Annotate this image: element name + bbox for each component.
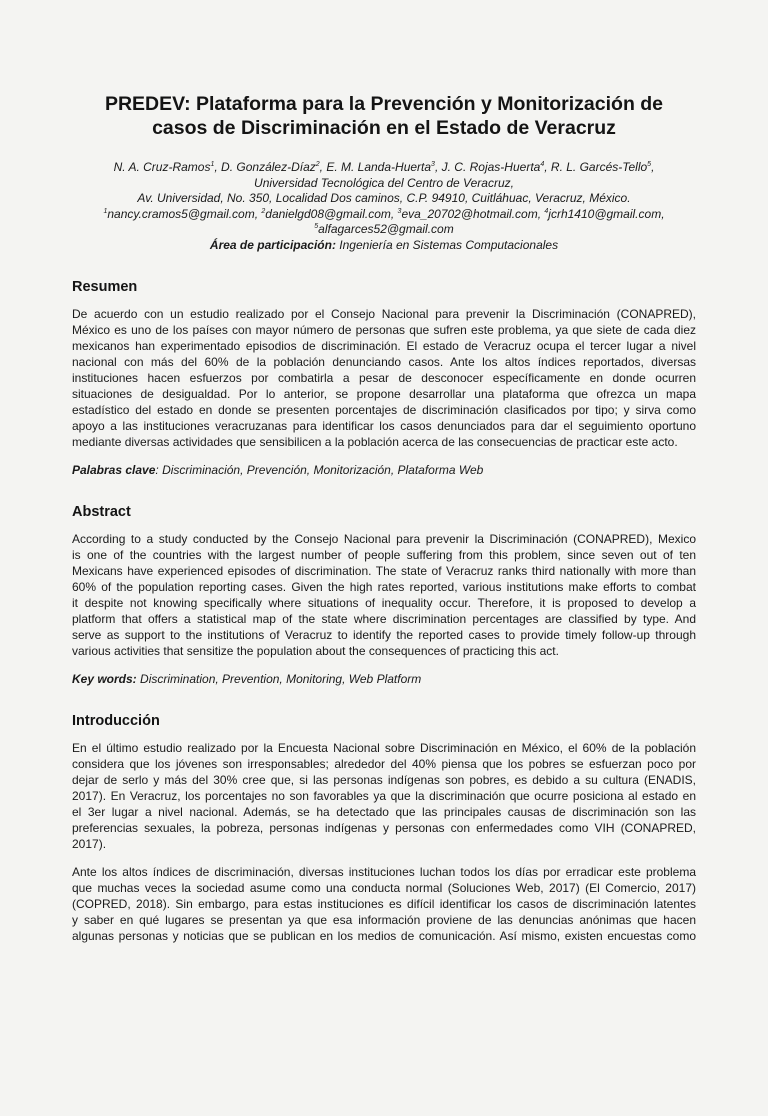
- paragraph-line: estadístico del estado en donde se presenten porcentajes de discriminación clasificados por tipo; y sirva como: [72, 403, 696, 417]
- paragraph-line: (COPRED, 2018). Sin embargo, para estas instituciones es difícil identificar los casos de discriminación latentes: [72, 897, 696, 911]
- participation-area: [72, 238, 696, 254]
- paragraph-line: Ante los altos índices de discriminación, diversas instituciones luchan todos los días por erradicar este problema: [72, 865, 696, 879]
- author-name: E. M. Landa-Huerta: [326, 160, 432, 174]
- paragraph-line: platform that offers a statistical map of the state where discrimination percentages are classified by type. And: [72, 612, 696, 626]
- paragraph-line: serve as support to the institutions of Veracruz to identify the reported cases to provide timely follow-up through: [72, 628, 696, 642]
- institution: Universidad Tecnológica del Centro de Veracruz,: [254, 175, 514, 190]
- author-affiliation-mark: 1: [210, 161, 215, 168]
- author-names: [72, 160, 696, 176]
- author-email: nancy.cramos5@gmail.com: [107, 206, 255, 221]
- introduccion-body: [72, 740, 696, 944]
- section-heading-abstract: Abstract: [72, 504, 131, 520]
- author-name: N. A. Cruz-Ramos: [113, 160, 211, 174]
- author-block: [72, 160, 696, 253]
- paragraph-line: y saber en qué lugares se presentan ya que esa información proviene de las denuncias anónimas que hacen: [72, 913, 696, 927]
- palabras-clave-value: : Discriminación, Prevención, Monitorización, Plataforma Web: [155, 463, 484, 477]
- author-affiliation-mark: 5: [647, 161, 652, 168]
- paragraph-line: De acuerdo con un estudio realizado por el Consejo Nacional para prevenir la Discriminación (CONAPRED),: [72, 307, 696, 321]
- paragraph-line: México es uno de los países con mayor número de personas que sufren este problema, ya que siete de cada diez: [72, 323, 696, 337]
- paragraph-line: 2017).: [72, 837, 107, 851]
- paragraph-line: situaciones de desigualdad. Por lo anterior, se propone desarrollar una plataforma que ofrezca un mapa: [72, 387, 696, 401]
- author-name: D. González-Díaz: [221, 160, 316, 174]
- palabras-clave: [72, 462, 696, 478]
- key-words-value: Discrimination, Prevention, Monitoring, Web Platform: [136, 672, 422, 686]
- paragraph-line: preferencias sexuales, la pobreza, personas indígenas y personas con enfermedades como VIH (CONAPRED,: [72, 821, 696, 835]
- author-emails: [72, 222, 696, 238]
- introduccion-paragraph: [72, 864, 696, 944]
- paragraph-line: nacional con más del 60% de la población denunciando casos. Ante los altos índices reportados, diversas: [72, 355, 696, 369]
- address: Av. Universidad, No. 350, Localidad Dos caminos, C.P. 94910, Cuitláhuac, Veracruz, México.: [137, 191, 631, 205]
- abstract-paragraph: [72, 531, 696, 659]
- key-words-label: Key words:: [72, 672, 137, 686]
- author-email: danielgd08@gmail.com: [265, 206, 391, 221]
- paragraph-line: mexicanos han experimentado episodios de discriminación. El estado de Veracruz ocupa el tercer lugar a nivel: [72, 339, 696, 353]
- paragraph-line: En el último estudio realizado por la Encuesta Nacional sobre Discriminación en México, el 60% de la población: [72, 741, 696, 755]
- email-mark: 1: [103, 207, 108, 215]
- email-mark: 4: [544, 207, 549, 215]
- paper-title-line-1: PREDEV: Plataforma para la Prevención y Monitorización de: [104, 93, 664, 115]
- author-separator: ,: [319, 160, 327, 174]
- author-email: jcrh1410@gmail.com: [548, 206, 662, 221]
- participation-area-label: Área de participación:: [209, 237, 336, 252]
- author-name: J. C. Rojas-Huerta: [441, 160, 541, 174]
- paragraph-line: Mexicans have experienced episodes of discrimination. The state of Veracruz ranks third nationally with more than: [72, 564, 696, 578]
- paper-title-line-2: casos de Discriminación en el Estado de Veracruz: [152, 117, 616, 139]
- section-heading-resumen: Resumen: [72, 279, 138, 295]
- paragraph-line: mediante diversas actividades que sensibilicen a la población acerca de las consecuencias de practicar este acto.: [72, 435, 678, 449]
- paragraph-line: el 3er lugar a nivel nacional. Además, se ha detectado que las principales causas de discriminación son las: [72, 805, 696, 819]
- paragraph-line: it despite not knowing specifically where situations of inequality occur. Therefore, it is proposed to develop a: [72, 596, 696, 610]
- paper-page: [0, 92, 768, 1116]
- participation-area-value: Ingeniería en Sistemas Computacionales: [335, 237, 559, 252]
- paragraph-line: According to a study conducted by the Consejo Nacional para prevenir la Discriminación (CONAPRED), Mexico: [72, 532, 696, 546]
- paragraph-line: que muchas veces la sociedad asume como una conducta normal (Soluciones Web, 2017) (El Comercio, 2017): [72, 881, 696, 895]
- author-affiliation-mark: 2: [315, 161, 320, 168]
- resumen-paragraph: [72, 306, 696, 450]
- email-mark: 2: [261, 207, 266, 215]
- email-separator: ,: [390, 206, 398, 221]
- paragraph-line: 2017). En Veracruz, los porcentajes no son favorables ya que la discriminación que ocurre posiciona al estado en: [72, 789, 696, 803]
- introduccion-paragraph: [72, 740, 696, 852]
- email-separator: ,: [661, 206, 665, 221]
- paragraph-line: is one of the countries with the largest number of people suffering from this problem, since seven out of ten: [72, 548, 696, 562]
- author-separator: ,: [544, 160, 551, 174]
- paragraph-line: considera que los jóvenes son irresponsables; alrededor del 40% piensa que los pobres se esfuerzan poco por: [72, 757, 696, 771]
- paragraph-line: dejar de serlo y más del 30% cree que, si las personas indígenas son pobres, es debido a su cultura (ENADIS,: [72, 773, 696, 787]
- email-separator: ,: [537, 206, 545, 221]
- author-separator: ,: [651, 160, 655, 174]
- paragraph-line: apoyo a las instituciones veracruzanas para identificar los casos denunciados para dar el seguimiento oportuno: [72, 419, 696, 433]
- section-heading-introduccion: Introducción: [72, 713, 160, 729]
- author-affiliation-mark: 3: [431, 161, 435, 168]
- paragraph-line: various activities that sensitize the population about the consequences of practicing this act.: [72, 644, 559, 658]
- paragraph-line: instituciones hacen esfuerzos por combatirla a pesar de desconocer específicamente en donde ocurren: [72, 371, 696, 385]
- paragraph-line: algunas personas y noticias que se publican en los medios de comunicación. Así mismo, existen encuestas como: [72, 929, 696, 943]
- author-email: eva_20702@hotmail.com: [401, 206, 538, 221]
- author-affiliation-mark: 4: [540, 161, 545, 168]
- author-separator: ,: [434, 160, 442, 174]
- email-mark: 3: [397, 207, 402, 215]
- paragraph-line: 60% of the population reporting cases. Given the high rates reported, various institutions make efforts to combat: [72, 580, 696, 594]
- palabras-clave-label: Palabras clave: [72, 463, 156, 477]
- email-separator: ,: [254, 206, 262, 221]
- paper-title: [72, 92, 696, 140]
- author-emails: [72, 207, 696, 223]
- author-separator: ,: [214, 160, 222, 174]
- key-words: [72, 671, 696, 687]
- author-name: R. L. Garcés-Tello: [550, 160, 648, 174]
- author-email: alfagarces52@gmail.com: [318, 222, 454, 236]
- email-mark: 5: [314, 223, 319, 230]
